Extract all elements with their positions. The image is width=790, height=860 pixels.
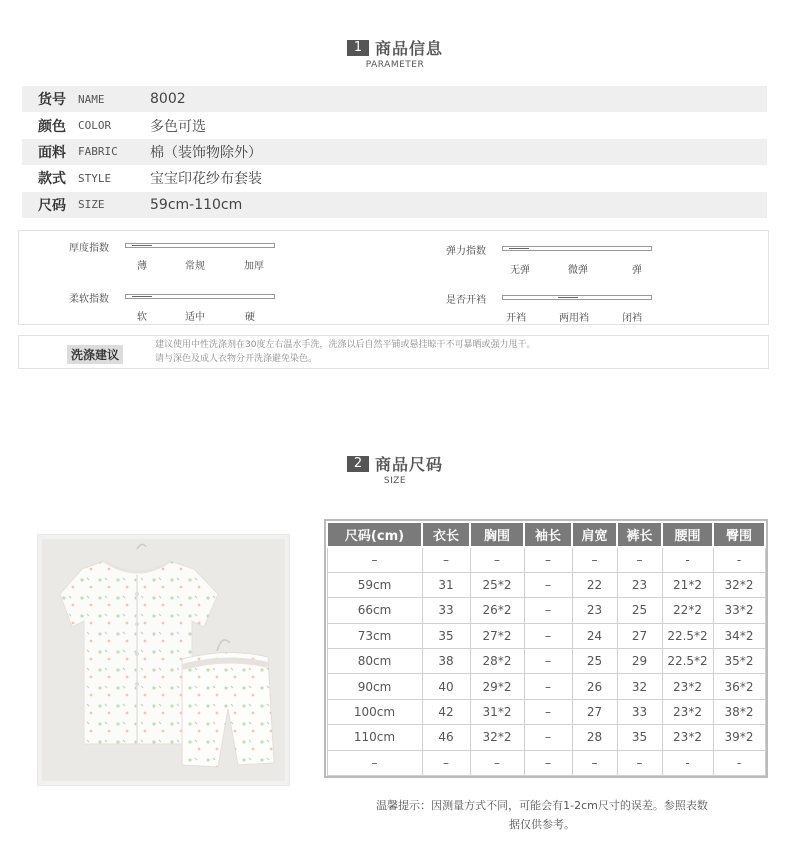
param-label-en: FABRIC	[78, 145, 118, 159]
table-row	[327, 674, 765, 699]
wash-line: 请与深色及成人衣物分开洗涤避免染色。	[155, 354, 318, 364]
table-cell: 23*2	[662, 699, 713, 724]
param-label: 尺码	[38, 197, 66, 214]
table-cell: –	[470, 547, 524, 572]
param-value: 宝宝印花纱布套装	[150, 171, 262, 188]
table-cell: –	[572, 750, 617, 775]
table-cell: 35	[617, 725, 662, 750]
param-label: 面料	[38, 144, 66, 161]
param-label-en: NAME	[78, 92, 105, 106]
table-cell: –	[524, 547, 572, 572]
index-scale-bar	[502, 246, 652, 251]
table-cell: 25	[572, 649, 617, 674]
size-table-header: 腰围	[662, 522, 713, 547]
size-table-header: 肩宽	[572, 522, 617, 547]
wash-instructions	[18, 335, 769, 369]
table-cell: 39*2	[713, 725, 765, 750]
product-photo	[37, 534, 290, 786]
section-header-size	[0, 452, 790, 486]
table-cell: 23*2	[662, 674, 713, 699]
table-cell: 29	[617, 649, 662, 674]
table-cell: -	[713, 547, 765, 572]
index-label: 厚度指数	[69, 243, 109, 254]
measurement-note	[326, 796, 758, 834]
index-scale-bar	[125, 243, 275, 248]
table-cell: –	[524, 572, 572, 597]
index-marker	[558, 297, 578, 298]
param-label: 货号	[38, 92, 66, 109]
section-title: 商品尺码	[374, 455, 443, 474]
section-header-parameter	[0, 36, 790, 70]
size-table-header-row	[327, 522, 765, 547]
table-cell: –	[524, 699, 572, 724]
table-cell: 40	[422, 674, 470, 699]
size-table-body	[327, 547, 765, 776]
table-cell: 22.5*2	[662, 649, 713, 674]
table-cell: –	[422, 547, 470, 572]
param-row-name	[22, 86, 767, 112]
table-cell: –	[524, 725, 572, 750]
table-cell: 25	[617, 598, 662, 623]
table-cell: -	[662, 547, 713, 572]
index-label: 弹力指数	[446, 246, 486, 257]
param-label-en: SIZE	[78, 198, 105, 212]
table-cell: 24	[572, 623, 617, 648]
param-label-en: STYLE	[78, 171, 112, 185]
table-cell: 80cm	[327, 649, 422, 674]
section-subtitle: PARAMETER	[365, 60, 425, 70]
table-cell: 66cm	[327, 598, 422, 623]
param-value: 8002	[150, 91, 186, 108]
wash-title: 洗涤建议	[67, 345, 123, 364]
index-option: 加厚	[244, 261, 264, 272]
table-row	[327, 598, 765, 623]
index-marker	[132, 296, 152, 297]
table-row	[327, 572, 765, 597]
table-row	[327, 649, 765, 674]
table-cell: 46	[422, 725, 470, 750]
table-cell: 22.5*2	[662, 623, 713, 648]
section-number: 1	[347, 40, 369, 56]
table-cell: 34*2	[713, 623, 765, 648]
table-cell: –	[617, 750, 662, 775]
index-option: 常规	[185, 261, 205, 272]
param-value: 多色可选	[150, 118, 206, 135]
table-cell: 90cm	[327, 674, 422, 699]
table-cell: 35*2	[713, 649, 765, 674]
table-cell: 21*2	[662, 572, 713, 597]
index-label: 是否开裆	[446, 295, 486, 306]
table-cell: –	[470, 750, 524, 775]
table-cell: 33*2	[713, 598, 765, 623]
section-title: 商品信息	[374, 39, 443, 58]
table-cell: 33	[617, 699, 662, 724]
table-cell: 36*2	[713, 674, 765, 699]
table-cell: 42	[422, 699, 470, 724]
table-cell: –	[524, 674, 572, 699]
parameter-table	[22, 86, 767, 218]
param-row-size	[22, 192, 767, 218]
index-option: 闭裆	[622, 313, 642, 324]
table-row	[327, 623, 765, 648]
table-cell: 27*2	[470, 623, 524, 648]
table-cell: –	[327, 547, 422, 572]
table-cell: 23	[572, 598, 617, 623]
table-cell: 32*2	[470, 725, 524, 750]
size-table-header: 袖长	[524, 522, 572, 547]
section-number: 2	[347, 456, 369, 472]
table-cell: 73cm	[327, 623, 422, 648]
table-cell: –	[572, 547, 617, 572]
size-table-header: 胸围	[470, 522, 524, 547]
index-option: 无弹	[510, 265, 530, 276]
index-option: 适中	[185, 312, 205, 323]
table-cell: –	[524, 623, 572, 648]
table-cell: –	[327, 750, 422, 775]
table-cell: 32	[617, 674, 662, 699]
index-option: 微弹	[568, 265, 588, 276]
table-cell: 25*2	[470, 572, 524, 597]
param-row-fabric	[22, 139, 767, 165]
index-option: 弹	[632, 265, 642, 276]
param-value: 59cm-110cm	[150, 196, 243, 213]
table-cell: 26	[572, 674, 617, 699]
table-cell: 33	[422, 598, 470, 623]
table-cell: 28	[572, 725, 617, 750]
table-cell: -	[713, 750, 765, 775]
table-cell: 27	[572, 699, 617, 724]
size-table-header: 尺码(cm)	[327, 522, 422, 547]
table-cell: –	[422, 750, 470, 775]
table-cell: 31	[422, 572, 470, 597]
table-cell: –	[524, 598, 572, 623]
table-cell: 27	[617, 623, 662, 648]
wash-text	[155, 338, 535, 366]
index-scale-bar	[125, 294, 275, 299]
table-cell: 35	[422, 623, 470, 648]
param-label-en: COLOR	[78, 119, 112, 133]
table-cell: 38*2	[713, 699, 765, 724]
note-line: 温馨提示：因测量方式不同，可能会有1-2cm尺寸的误差。参照表数	[376, 799, 708, 812]
index-scale-bar	[502, 295, 652, 300]
table-row	[327, 725, 765, 750]
table-cell: 22*2	[662, 598, 713, 623]
indices-panel	[18, 230, 769, 325]
index-option: 开裆	[506, 313, 526, 324]
table-cell: 22	[572, 572, 617, 597]
table-cell: –	[617, 547, 662, 572]
size-table-header: 衣长	[422, 522, 470, 547]
table-cell: 31*2	[470, 699, 524, 724]
table-cell: 59cm	[327, 572, 422, 597]
index-option: 硬	[245, 312, 255, 323]
table-cell: 28*2	[470, 649, 524, 674]
table-cell: 100cm	[327, 699, 422, 724]
param-label: 款式	[38, 171, 66, 188]
table-cell: 29*2	[470, 674, 524, 699]
section-subtitle: SIZE	[383, 476, 407, 486]
param-row-color	[22, 112, 767, 138]
wash-line: 建议使用中性洗涤剂在30度左右温水手洗，洗涤以后自然平铺或悬挂晾干不可暴晒或强力甩干。	[155, 340, 536, 350]
table-cell: –	[524, 750, 572, 775]
table-cell: –	[524, 649, 572, 674]
index-option: 软	[137, 312, 147, 323]
baby-clothes-illustration	[42, 539, 285, 781]
index-option: 两用裆	[559, 313, 589, 324]
table-row	[327, 750, 765, 775]
param-row-style	[22, 165, 767, 191]
note-line: 据仅供参考。	[509, 818, 575, 831]
index-marker	[509, 248, 529, 249]
table-cell: 32*2	[713, 572, 765, 597]
table-cell: -	[662, 750, 713, 775]
index-marker	[132, 245, 152, 246]
size-table-header: 臀围	[713, 522, 765, 547]
size-table-header: 裤长	[617, 522, 662, 547]
param-label: 颜色	[38, 118, 66, 135]
product-photo-background	[42, 539, 285, 781]
table-row	[327, 699, 765, 724]
table-cell: 38	[422, 649, 470, 674]
table-cell: 23	[617, 572, 662, 597]
table-cell: 23*2	[662, 725, 713, 750]
index-label: 柔软指数	[69, 294, 109, 305]
index-option: 薄	[137, 261, 147, 272]
table-cell: 26*2	[470, 598, 524, 623]
param-value: 棉（装饰物除外）	[150, 144, 262, 161]
table-row	[327, 547, 765, 572]
table-cell: 110cm	[327, 725, 422, 750]
size-table	[326, 521, 766, 776]
